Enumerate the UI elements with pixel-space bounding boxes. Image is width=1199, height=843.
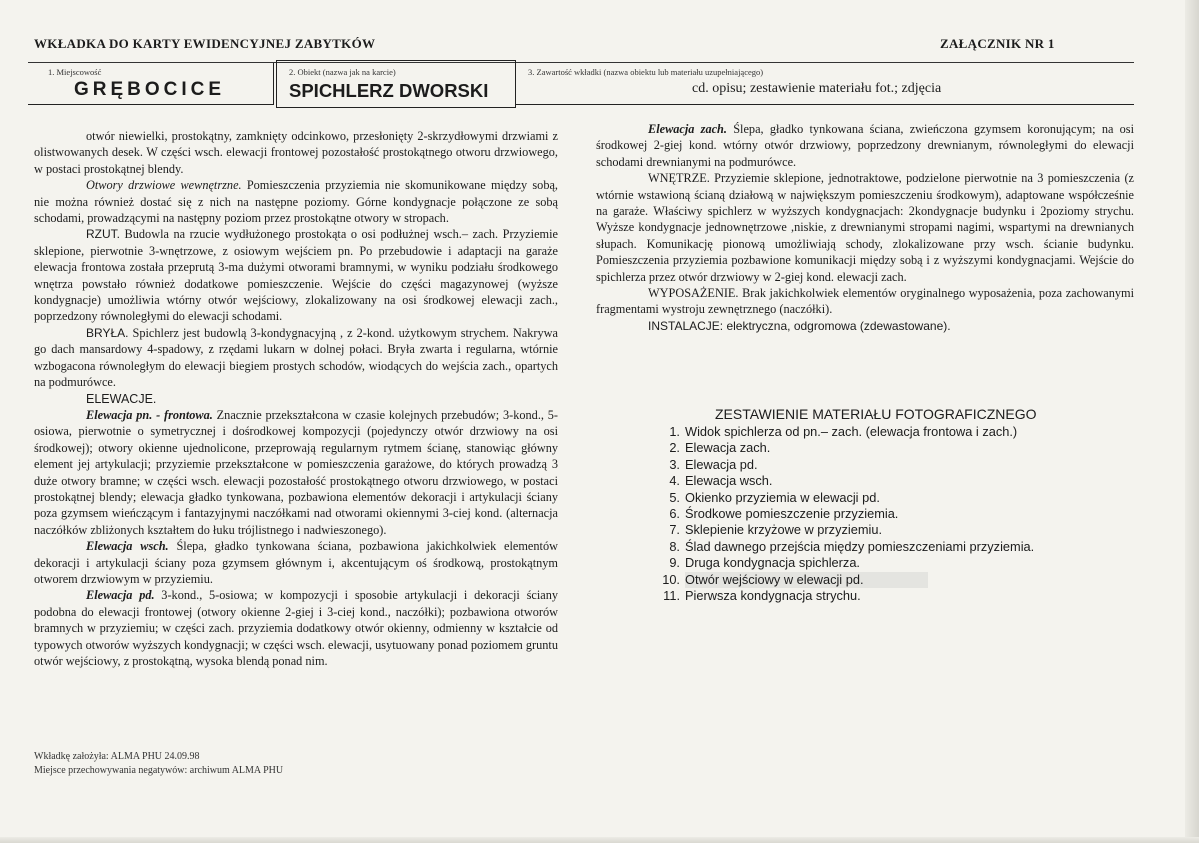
photo-item-number: 4.: [669, 473, 680, 489]
internal-doors-heading: Otwory drzwiowe wewnętrzne.: [86, 178, 242, 193]
photo-item-text: Okienko przyziemia w elewacji pd.: [685, 489, 880, 505]
photo-item-text: Elewacja pd.: [685, 456, 758, 472]
photo-item-number: 5.: [669, 489, 680, 505]
photo-list-item: [640, 588, 1034, 604]
photo-item-number: 11.: [663, 587, 680, 603]
photo-list-item: [640, 424, 1034, 440]
photo-item-number: 9.: [669, 555, 680, 571]
massing-heading: BRYŁA.: [86, 325, 129, 340]
north-elevation-text: Znacznie przekształcona w czasie kolejnych przebudów; 3-kond., 5-osiowa, pierwotnie o symetrycznej i dośrodkowej kompozycji (pojedynczy otwór drzwiowy na osi środkowej); otwory okienne ujednolicone, przeprowają regularnym rytmem ścianę, stanowiąc główny element jej artykulacji; przyziemie przekształcone w pomieszczenia garażowe, do których prowadzą 3 duże otwory bramne; w części wsch. elewacji pozostałość prostokątnego otworu drzwiowego, w postaci prostokątnej blendy; elewacja gładko tynkowana, pozbawiona elementów dekoracji i artykulacji ściany poza gzymsem wieńczącym i fantazyjnymi naczółkami nad otworami okiennymi 3-ciej kond. (alternacja naczółków zbliżonych kształtem do łuku trójlistnego i nadwieszonego).: [34, 407, 559, 537]
description-right-column: [596, 121, 1134, 334]
photo-item-text: Pierwsza kondygnacja strychu.: [685, 587, 861, 603]
west-elevation-heading: Elewacja zach.: [648, 122, 727, 136]
photo-list-item: [640, 457, 1034, 473]
elevations-heading: ELEWACJE.: [86, 391, 157, 406]
locality-value: GRĘBOCICE: [74, 79, 226, 100]
paragraph-door-opening: otwór niewielki, prostokątny, zamknięty odcinkowo, przesłonięty 2-skrzydłowymi drzwiami z olistwowanych desek. W części wsch. elewacji frontowej pozostałość prostokątnego otworu drzwiowego, w postaci prostokątnej blendy.: [34, 129, 558, 176]
contents-field: [516, 63, 1134, 105]
west-elevation-text: Ślepa, gładko tynkowana ściana, zwieńczona gzymsem koronującym; na osi środkowej 2-giej kond. wtórny otwór drzwiowy, poprzedzony drewnianym, równoległymi do elewacji schodami drewnianymi na podmurówce.: [596, 122, 1134, 169]
photo-item-text: Widok spichlerza od pn.– zach. (elewacja frontowa i zach.): [685, 424, 1018, 439]
massing-text: Spichlerz jest budowlą 3-kondygnacyjną , z 2-kond. użytkowym strychem. Nakrywa go dach mansardowy 4-spadowy, z rzędami lukarn w dolnej połaci. Bryła zwarta i regularna, wtórnie wzbogacona równoległym do elewacji biegiem prostych schodów, wiodących do wejścia zach., opartych na podmurówce.: [34, 325, 558, 390]
attachment-label: ZAŁĄCZNIK NR 1: [940, 36, 1055, 51]
photo-list-item: [640, 473, 1034, 489]
paragraph-west-elevation: [596, 121, 1134, 170]
east-elevation-heading: Elewacja wsch.: [86, 539, 169, 554]
photo-list: [640, 424, 1034, 604]
page-edge-right: [1185, 0, 1199, 843]
photo-item-text: Elewacja zach.: [685, 440, 771, 456]
photo-list-item: [640, 555, 1034, 571]
object-field: [276, 60, 516, 108]
north-elevation-heading: Elewacja pn. - frontowa.: [86, 407, 213, 422]
photo-list-item: [640, 572, 1034, 588]
photo-item-text: Środkowe pomieszczenie przyziemia.: [685, 505, 899, 521]
footer-created-by: Wkładkę założyła: ALMA PHU 24.09.98: [34, 751, 200, 762]
photo-list-item: [640, 522, 1034, 538]
paragraph-massing: [34, 325, 558, 391]
east-elevation-text: Ślepa, gładko tynkowana ściana, pozbawiona jakichkolwiek elementów dekoracji i artykulacji ściany poza gzymsem głównym i, akcentującym oś środkową, prostokątnym otworem drzwiowym w przyziemiu.: [34, 539, 558, 586]
paragraph-north-elevation: [34, 407, 558, 538]
south-elevation-heading: Elewacja pd.: [86, 588, 155, 603]
photo-item-text: Ślad dawnego przejścia między pomieszczeniami przyziemia.: [685, 538, 1035, 554]
photo-item-number: 8.: [669, 538, 680, 554]
photo-item-number: 7.: [669, 522, 680, 538]
photo-item-number: 3.: [669, 456, 680, 472]
contents-label: 3. Zawartość wkładki (nazwa obiektu lub materiału uzupełniającego): [528, 67, 764, 77]
footer-negatives-location: Miejsce przechowywania negatywów: archiwum ALMA PHU: [34, 765, 284, 776]
paragraph-interior: WNĘTRZE. Przyziemie sklepione, jednotraktowe, podzielone pierwotnie na 3 pomieszczenia (z wtórnie wstawioną ścianą działową w największym pomieszczeniu środkowym), adaptowane współcześnie na garaże. Właściwy spichlerz w wyższych kondygnacjach: 2kondygnacje budynku i 2poziomy strychu. Wyższe kondygnacje jednownętrzowe ,niskie, z drewnianymi stropami nagimi, wspartymi na drewnianych słupach. Komunikację pionową umożliwiają schody, zlokalizowane przy wsch. ścianie budynku. Pomieszczenia przyziemia pozbawione komunikacji między sobą i z wyższymi kondygnacjami. Wejście do spichlerza przez otwór drzwiowy w 2-giej kond. elewacji zach.: [596, 171, 1134, 284]
paragraph-furnishings: WYPOSAŻENIE. Brak jakichkolwiek elementów oryginalnego wyposażenia, poza zachowanymi fragmentami wystroju zewnętrznego (naczółki).: [596, 286, 1134, 317]
paragraph-east-elevation: [34, 538, 558, 587]
locality-label: 1. Miejscowość: [48, 67, 102, 77]
south-elevation-text: 3-kond., 5-osiowa; w kompozycji i sposobie artykulacji i dekoracji ściany podobna do elewacji frontowej (otwory okienne 2-giej i 3-ciej kond., naczółki); pozbawiona otworów bramnych w przyziemiu; w części zach. przyziemia dodatkowy otwór okienny, odmienny w kształcie od typowych otworów wyższych kondygnacji; w części wsch. elewacji, usytuowany ponad poziomem gruntu otwór wejściowy, z prostokątną, wysoka blendą ponad nim.: [34, 588, 558, 668]
photo-item-text: Druga kondygnacja spichlerza.: [685, 555, 860, 571]
photo-item-number: 1.: [669, 424, 680, 439]
object-value: SPICHLERZ DWORSKI: [289, 80, 489, 101]
internal-doors-text: Pomieszczenia przyziemia nie skomunikowane między sobą, nie można również dostać się z nich na następne poziomy. Górne kondygnacje połączone ze sobą schodami, prowadzącymi na następny poziom przez prostokątne otwory w stropach.: [34, 178, 558, 226]
photo-list-item: [640, 490, 1034, 506]
photo-list-item: [640, 440, 1034, 456]
contents-value: cd. opisu; zestawienie materiału fot.; zdjęcia: [692, 81, 942, 96]
photo-item-text: Otwór wejściowy w elewacji pd.: [685, 572, 928, 588]
document-title: WKŁADKA DO KARTY EWIDENCYJNEJ ZABYTKÓW: [34, 36, 376, 51]
photo-item-text: Sklepienie krzyżowe w przyziemiu.: [685, 522, 882, 538]
paragraph-south-elevation: [34, 587, 558, 669]
plan-text: Budowla na rzucie wydłużonego prostokąta o osi podłużnej wsch.– zach. Przyziemie sklepione, pierwotnie 3-wnętrzowe, z osiowym wejściem pn. Po przebudowie i adaptacji na garaże elewacja frontowa została przeprutą 3-ma dużymi otworami bramnymi, w wyniku podziału środkowego wnętrza powstało również dodatkowe pomieszczenie. Wejście do części magazynowej (wyższe kondygnacje) umożliwia wtórny otwór wejściowy, zlokalizowany na osi środkowej elewacji zach., poprzedzony równoległymi do elewacji schodami.: [34, 227, 558, 324]
photo-list-item: [640, 539, 1034, 555]
paragraph-internal-doors: [34, 177, 558, 226]
photo-item-text: Elewacja wsch.: [685, 473, 773, 489]
object-label: 2. Obiekt (nazwa jak na karcie): [289, 67, 396, 77]
description-left-column: [34, 128, 558, 669]
photo-item-number: 10.: [662, 571, 680, 587]
locality-field: [28, 63, 274, 105]
paragraph-installations: INSTALACJE: elektryczna, odgromowa (zdewastowane).: [648, 318, 951, 333]
page-edge-bottom: [0, 837, 1199, 843]
photo-item-number: 2.: [669, 440, 680, 456]
paragraph-plan: [34, 226, 558, 324]
plan-heading: RZUT.: [86, 227, 120, 242]
photo-item-number: 6.: [669, 505, 680, 521]
photo-list-title: ZESTAWIENIE MATERIAŁU FOTOGRAFICZNEGO: [715, 406, 1037, 422]
photo-list-item: [640, 506, 1034, 522]
